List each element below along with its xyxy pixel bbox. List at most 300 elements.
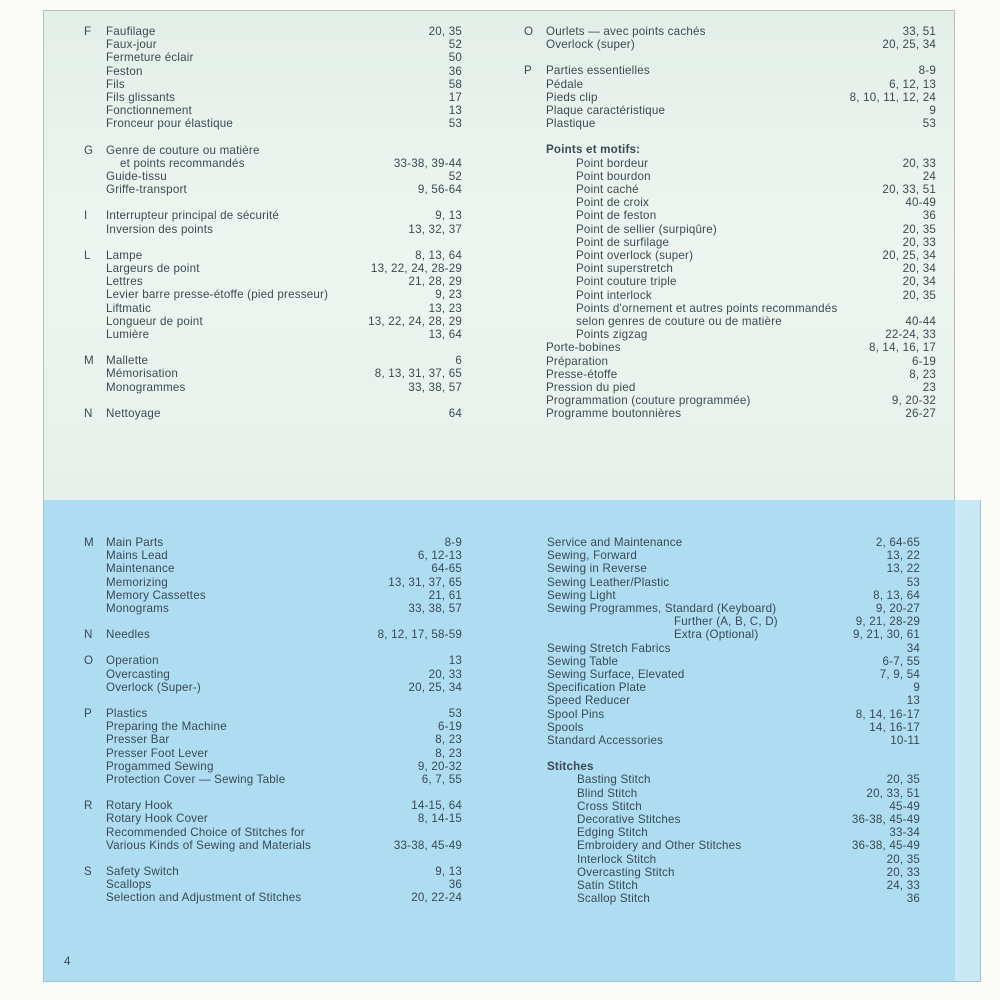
index-page-numbers: 13: [448, 104, 462, 118]
index-term: Monograms: [106, 602, 170, 616]
index-page-numbers: 33, 38, 57: [408, 380, 462, 394]
index-term: Maintenance: [106, 562, 175, 576]
index-entry: [524, 302, 936, 315]
index-entry: [524, 104, 936, 117]
index-page-numbers: 53: [448, 117, 462, 131]
index-page-numbers: 20, 33, 51: [882, 183, 936, 197]
index-entry: [524, 117, 936, 130]
index-entry: [547, 879, 920, 892]
index-entry: [547, 694, 920, 707]
index-page-numbers: 24, 33: [886, 879, 920, 893]
index-page-numbers: 13, 22, 24, 28-29: [370, 262, 462, 276]
index-term: Liftmatic: [106, 301, 151, 315]
index-page-numbers: 20, 25, 34: [882, 249, 936, 263]
index-term: Blind Stitch: [577, 786, 638, 800]
index-page-numbers: 33, 51: [902, 25, 936, 38]
index-term: Mémorisation: [106, 367, 178, 381]
index-entry: [84, 38, 462, 51]
index-entry: [84, 839, 462, 852]
index-entry: [84, 812, 462, 825]
index-letter: I: [84, 209, 88, 223]
index-term: Point de sellier (surpiqûre): [576, 222, 717, 236]
index-entry: [84, 78, 462, 91]
index-page-numbers: 9, 20-32: [891, 394, 936, 408]
index-term: Faux-jour: [106, 38, 157, 52]
index-entry: [547, 615, 920, 628]
index-term: Fils glissants: [106, 91, 176, 105]
index-term: Plastique: [546, 117, 596, 131]
index-entry: [524, 209, 936, 222]
index-entry: [84, 223, 462, 236]
index-term: Feston: [106, 64, 143, 78]
index-entry: [547, 839, 920, 852]
index-term: Memorizing: [106, 575, 168, 589]
index-entry: [547, 576, 920, 589]
index-term: Pression du pied: [546, 381, 636, 395]
index-entry: [84, 602, 462, 615]
index-term: Mallette: [106, 354, 149, 368]
index-entry: [547, 562, 920, 575]
index-term: Point de feston: [576, 209, 657, 223]
index-term: Griffe-transport: [106, 183, 187, 197]
index-page-numbers: 6, 12, 13: [889, 77, 936, 91]
index-entry: [547, 655, 920, 668]
index-letter: P: [84, 707, 92, 721]
index-page-numbers: 13, 22: [886, 562, 920, 576]
index-page-numbers: 36-38, 45-49: [851, 813, 920, 827]
index-entry: [84, 170, 462, 183]
index-term: Embroidery and Other Stitches: [577, 839, 742, 853]
index-subheading: Stitches: [547, 760, 594, 774]
index-entry: [547, 760, 920, 773]
index-term: Mains Lead: [106, 549, 168, 563]
index-page-numbers: 20, 34: [902, 275, 936, 289]
index-page-numbers: 53: [922, 117, 936, 131]
index-term: Fermeture éclair: [106, 51, 194, 65]
index-page-numbers: 6, 12-13: [417, 549, 462, 563]
index-entry: [524, 381, 936, 394]
index-term: Service and Maintenance: [547, 536, 683, 549]
index-page-numbers: 20, 35: [902, 288, 936, 302]
index-entry: [547, 602, 920, 615]
index-term: Presser Foot Lever: [106, 746, 209, 760]
index-entry: [84, 91, 462, 104]
index-entry: [84, 104, 462, 117]
index-term: Spool Pins: [547, 707, 605, 721]
index-group: [84, 144, 462, 197]
index-page-numbers: 8, 13, 31, 37, 65: [374, 367, 462, 381]
index-page-numbers: 13, 22: [886, 549, 920, 563]
index-term: Sewing in Reverse: [547, 562, 648, 576]
index-term: Pédale: [546, 77, 584, 91]
index-entry: [84, 707, 462, 720]
index-group: [84, 536, 462, 615]
index-page-numbers: 20, 33: [902, 156, 936, 170]
index-entry: [547, 721, 920, 734]
index-entry: [547, 734, 920, 747]
index-page-numbers: 8, 10, 11, 12, 24: [849, 90, 936, 104]
index-entry: [84, 144, 462, 157]
index-page-numbers: 20, 33, 51: [866, 786, 920, 800]
index-page-numbers: 36-38, 45-49: [851, 839, 920, 853]
index-page-numbers: 13: [448, 654, 462, 668]
index-entry: [524, 355, 936, 368]
index-page-numbers: 22-24, 33: [885, 328, 936, 342]
index-page-numbers: 33, 38, 57: [408, 602, 462, 616]
index-entry: [524, 407, 936, 420]
index-entry: [84, 315, 462, 328]
index-term: et points recommandés: [120, 156, 245, 170]
index-page-numbers: 8, 13, 64: [415, 248, 462, 262]
index-group: [84, 799, 462, 852]
index-term: Ourlets — avec points cachés: [546, 25, 706, 38]
index-page-numbers: 33-34: [889, 826, 920, 840]
index-entry: [547, 787, 920, 800]
index-entry: [547, 853, 920, 866]
index-term: Interrupteur principal de sécurité: [106, 209, 280, 223]
index-term: Standard Accessories: [547, 734, 664, 748]
index-term: Cross Stitch: [577, 799, 642, 813]
index-entry: [547, 892, 920, 905]
index-term: Monogrammes: [106, 380, 186, 394]
index-page-numbers: 40-44: [905, 315, 936, 329]
index-page-numbers: 8, 12, 17, 58-59: [377, 628, 462, 642]
index-term: Lampe: [106, 248, 143, 262]
index-page-numbers: 9: [929, 104, 936, 118]
index-page-numbers: 21, 28, 29: [408, 275, 462, 289]
index-term: Scallop Stitch: [577, 892, 651, 906]
index-term: Further (A, B, C, D): [674, 615, 778, 629]
index-page-numbers: 58: [448, 77, 462, 91]
index-page-numbers: 36: [448, 878, 462, 892]
index-page-numbers: 14-15, 64: [411, 799, 462, 813]
index-term: Sewing Light: [547, 588, 616, 602]
index-entry: [524, 170, 936, 183]
index-term: Interlock Stitch: [577, 852, 657, 866]
index-term: Overcasting Stitch: [577, 865, 675, 879]
index-term: Préparation: [546, 354, 609, 368]
index-entry: [524, 262, 936, 275]
index-entry: [547, 628, 920, 641]
index-term: Specification Plate: [547, 681, 647, 695]
index-term: Point de surfilage: [576, 235, 670, 249]
index-letter: G: [84, 143, 94, 157]
index-entry: [84, 25, 462, 38]
index-term: Sewing Leather/Plastic: [547, 575, 670, 589]
index-entry: [84, 65, 462, 78]
index-letter: R: [84, 799, 93, 813]
index-entry: [84, 117, 462, 130]
index-entry: [84, 407, 462, 420]
index-entry: [547, 549, 920, 562]
index-page-numbers: 8, 23: [909, 367, 936, 381]
index-group: [84, 249, 462, 341]
index-page-numbers: 20, 33: [886, 865, 920, 879]
index-page-numbers: 20, 35: [428, 25, 462, 38]
index-term: Point overlock (super): [576, 249, 694, 263]
index-page-numbers: 8, 23: [435, 746, 462, 760]
index-term: Memory Cassettes: [106, 588, 206, 602]
index-entry: [547, 708, 920, 721]
index-entry: [524, 315, 936, 328]
index-entry: [524, 289, 936, 302]
index-entry: [84, 878, 462, 891]
index-term: Levier barre presse-étoffe (pied presseur): [106, 288, 329, 302]
index-entry: [84, 209, 462, 222]
index-term: Points d'ornement et autres points recommandés: [576, 301, 838, 315]
index-page-numbers: 6, 7, 55: [421, 773, 462, 787]
index-letter: P: [524, 64, 532, 78]
english-index-column-left: [84, 536, 462, 918]
index-term: Programmation (couture programmée): [546, 394, 751, 408]
index-page-numbers: 7, 9, 54: [879, 668, 920, 682]
index-entry: [84, 367, 462, 380]
index-group: [84, 628, 462, 641]
index-group: [84, 707, 462, 786]
index-letter: N: [84, 628, 93, 642]
index-entry: [524, 157, 936, 170]
index-term: Scallops: [106, 878, 152, 892]
index-entry: [84, 720, 462, 733]
index-term: Overlock (Super-): [106, 680, 201, 694]
index-page-numbers: 13, 64: [428, 328, 462, 342]
index-term: Presse-étoffe: [546, 367, 618, 381]
index-page-numbers: 9, 23: [435, 288, 462, 302]
index-term: selon genres de couture ou de matière: [576, 315, 782, 329]
index-entry: [84, 51, 462, 64]
index-term: Speed Reducer: [547, 694, 631, 708]
index-entry: [524, 368, 936, 381]
index-entry: [84, 747, 462, 760]
index-page-numbers: 53: [906, 575, 920, 589]
index-page-numbers: 36: [922, 209, 936, 223]
index-page-numbers: 8-9: [918, 64, 936, 78]
index-page-numbers: 36: [448, 64, 462, 78]
index-page-numbers: 6-19: [437, 720, 462, 734]
index-term: Pieds clip: [546, 90, 598, 104]
index-group: [84, 865, 462, 905]
index-page-numbers: 45-49: [889, 799, 920, 813]
index-page-numbers: 36: [906, 892, 920, 906]
index-page-numbers: 6-19: [911, 354, 936, 368]
index-entry: [547, 536, 920, 549]
index-term: Fils: [106, 77, 125, 91]
index-entry: [524, 78, 936, 91]
index-term: Point caché: [576, 183, 639, 197]
index-term: Overlock (super): [546, 38, 635, 52]
index-page-numbers: 9, 20-32: [417, 759, 462, 773]
index-term: Plaque caractéristique: [546, 104, 666, 118]
index-term: Recommended Choice of Stitches for: [106, 825, 305, 839]
index-term: Fronceur pour élastique: [106, 117, 234, 131]
index-group: [547, 536, 920, 747]
index-entry: [84, 183, 462, 196]
index-letter: N: [84, 406, 93, 420]
index-term: Presser Bar: [106, 733, 170, 747]
index-term: Point bourdon: [576, 169, 651, 183]
index-entry: [524, 275, 936, 288]
index-entry: [84, 157, 462, 170]
index-entry: [547, 866, 920, 879]
index-term: Preparing the Machine: [106, 720, 227, 734]
index-page-numbers: 34: [906, 641, 920, 655]
index-term: Fonctionnement: [106, 104, 192, 118]
index-page-numbers: 24: [922, 169, 936, 183]
index-entry: [84, 654, 462, 667]
index-page-numbers: 14, 16-17: [869, 720, 920, 734]
index-page-numbers: 33-38, 39-44: [393, 156, 462, 170]
index-page-numbers: 20, 25, 34: [408, 680, 462, 694]
index-entry: [547, 813, 920, 826]
index-entry: [524, 196, 936, 209]
index-entry: [524, 223, 936, 236]
index-entry: [84, 549, 462, 562]
index-term: Guide-tissu: [106, 170, 167, 184]
index-term: Lettres: [106, 275, 143, 289]
index-entry: [547, 589, 920, 602]
index-page-numbers: 23: [922, 381, 936, 395]
index-entry: [524, 38, 936, 51]
index-term: Point couture triple: [576, 275, 677, 289]
index-entry: [547, 668, 920, 681]
index-letter: O: [524, 25, 534, 38]
index-term: Decorative Stitches: [577, 813, 681, 827]
index-term: Porte-bobines: [546, 341, 621, 355]
index-page-numbers: 9, 13: [435, 209, 462, 223]
index-term: Point bordeur: [576, 156, 649, 170]
index-entry: [84, 628, 462, 641]
index-page-numbers: 6-7, 55: [882, 654, 920, 668]
index-term: Extra (Optional): [674, 628, 759, 642]
index-entry: [84, 562, 462, 575]
index-entry: [524, 91, 936, 104]
index-page-numbers: 9, 20-27: [875, 602, 920, 616]
index-term: Programme boutonnières: [546, 407, 682, 421]
index-term: Genre de couture ou matière: [106, 143, 260, 157]
index-entry: [84, 826, 462, 839]
index-page-numbers: 8, 14, 16, 17: [868, 341, 936, 355]
index-term: Sewing Table: [547, 654, 619, 668]
index-term: Point interlock: [576, 288, 652, 302]
index-term: Overcasting: [106, 667, 171, 681]
index-page-numbers: 8-9: [444, 536, 462, 549]
index-page-numbers: 8, 14, 16-17: [855, 707, 920, 721]
index-page-numbers: 9, 21, 28-29: [855, 615, 920, 629]
index-page-numbers: 64: [448, 406, 462, 420]
index-page-numbers: 40-49: [905, 196, 936, 210]
index-entry: [547, 773, 920, 786]
index-page-numbers: 9, 13: [435, 865, 462, 879]
index-term: Rotary Hook: [106, 799, 173, 813]
index-subheading: Points et motifs:: [546, 143, 641, 157]
index-term: Sewing, Forward: [547, 549, 637, 563]
index-page-numbers: 9: [913, 681, 920, 695]
index-page-numbers: 9, 21, 30, 61: [852, 628, 920, 642]
index-entry: [524, 64, 936, 77]
index-entry: [84, 668, 462, 681]
index-entry: [524, 341, 936, 354]
index-term: Parties essentielles: [546, 64, 650, 78]
index-entry: [547, 800, 920, 813]
index-group: [84, 354, 462, 394]
index-term: Protection Cover — Sewing Table: [106, 773, 286, 787]
index-page-numbers: 50: [448, 51, 462, 65]
french-index-panel: [43, 10, 955, 500]
index-entry: [524, 328, 936, 341]
index-term: Basting Stitch: [577, 773, 651, 787]
index-page-numbers: 17: [448, 91, 462, 105]
index-term: Plastics: [106, 707, 148, 721]
index-page-numbers: 20, 22-24: [411, 891, 462, 905]
index-entry: [524, 249, 936, 262]
index-term: Satin Stitch: [577, 879, 639, 893]
index-entry: [84, 891, 462, 904]
index-term: Edging Stitch: [577, 826, 648, 840]
index-page-numbers: 20, 35: [902, 222, 936, 236]
index-page-numbers: 10-11: [890, 734, 920, 748]
index-entry: [84, 733, 462, 746]
index-group: [84, 25, 462, 131]
index-page-numbers: 20, 34: [902, 262, 936, 276]
index-term: Operation: [106, 654, 159, 668]
index-entry: [84, 773, 462, 786]
index-page-numbers: 53: [448, 707, 462, 721]
index-term: Longueur de point: [106, 314, 203, 328]
index-entry: [84, 262, 462, 275]
index-group: [84, 209, 462, 235]
index-page-numbers: 20, 25, 34: [882, 38, 936, 52]
index-page-numbers: 8, 14-15: [417, 812, 462, 826]
index-letter: F: [84, 25, 92, 38]
index-page-numbers: 9, 56-64: [417, 183, 462, 197]
index-entry: [524, 25, 936, 38]
index-group: [547, 760, 920, 905]
index-entry: [524, 143, 936, 156]
index-entry: [84, 760, 462, 773]
index-entry: [84, 381, 462, 394]
index-page-numbers: 20, 35: [886, 852, 920, 866]
index-term: Nettoyage: [106, 406, 161, 420]
index-page-numbers: 8, 23: [435, 733, 462, 747]
index-entry: [524, 236, 936, 249]
index-term: Point superstretch: [576, 262, 674, 276]
index-page-numbers: 20, 33: [902, 235, 936, 249]
index-page-numbers: 6: [455, 354, 462, 368]
index-term: Faufilage: [106, 25, 156, 38]
index-entry: [547, 681, 920, 694]
index-page-numbers: 21, 61: [428, 588, 462, 602]
panel-edge-strip: [955, 500, 980, 981]
index-entry: [84, 536, 462, 549]
index-entry: [524, 394, 936, 407]
index-term: Inversion des points: [106, 222, 214, 236]
index-page-numbers: 2, 64-65: [875, 536, 920, 549]
index-term: Needles: [106, 628, 150, 642]
index-page-numbers: 20, 33: [428, 667, 462, 681]
index-term: Safety Switch: [106, 865, 179, 879]
english-index-column-right: [547, 536, 920, 918]
index-page-numbers: 13: [906, 694, 920, 708]
index-page-numbers: 20, 35: [886, 773, 920, 787]
index-entry: [84, 249, 462, 262]
index-entry: [84, 288, 462, 301]
index-entry: [84, 302, 462, 315]
index-term: Sewing Surface, Elevated: [547, 668, 685, 682]
index-term: Various Kinds of Sewing and Materials: [106, 838, 312, 852]
index-term: Rotary Hook Cover: [106, 812, 208, 826]
index-group: [84, 654, 462, 694]
index-entry: [84, 354, 462, 367]
